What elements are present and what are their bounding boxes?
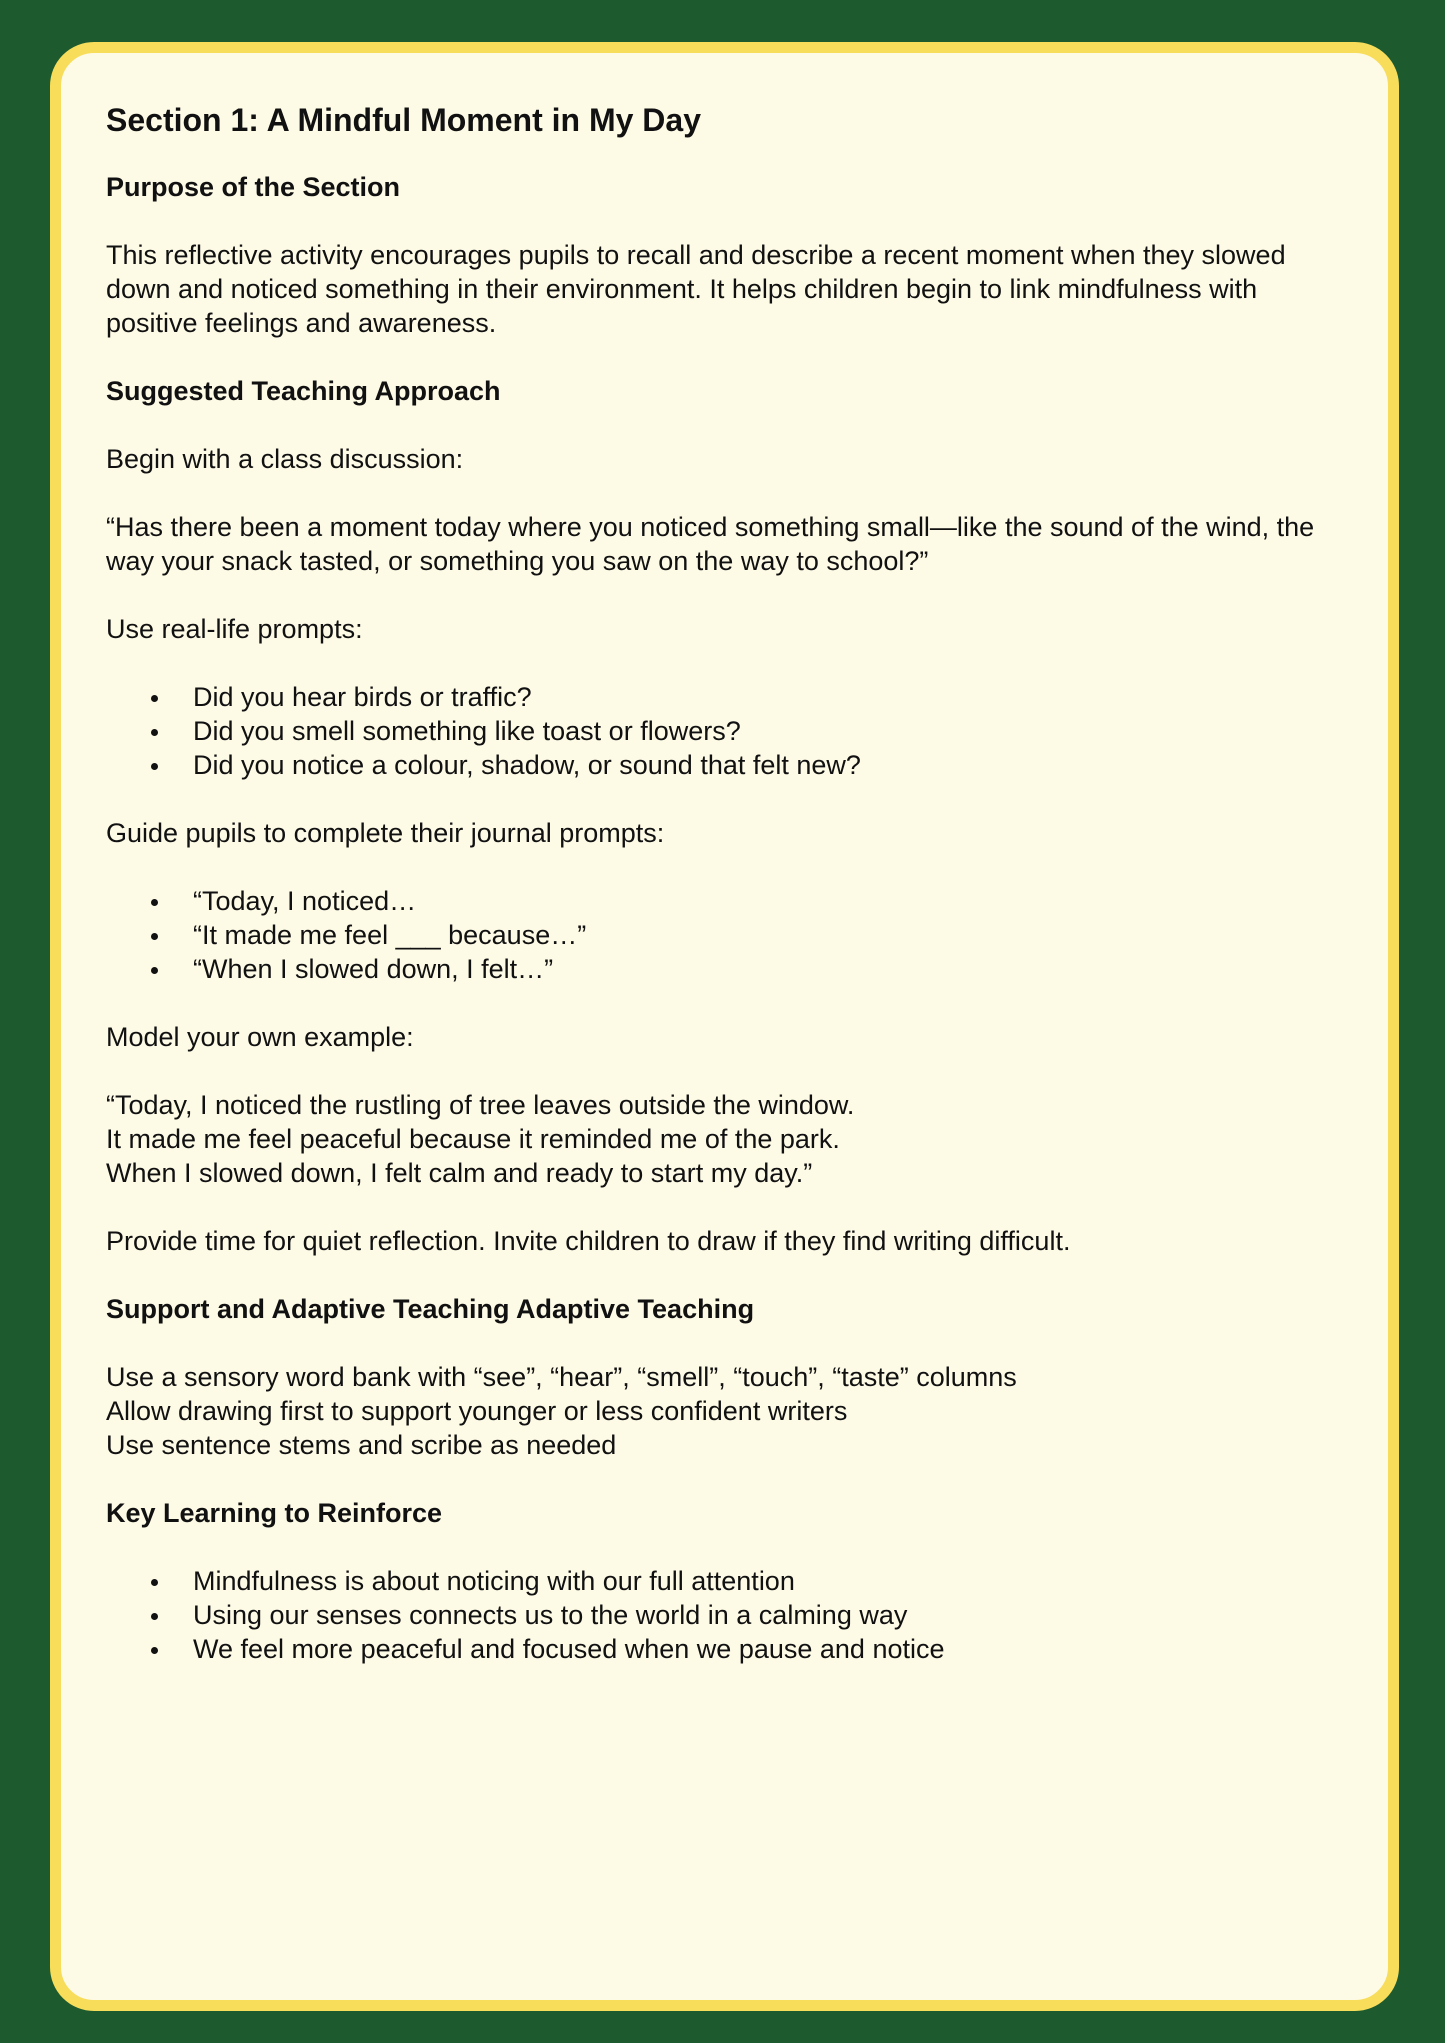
list-item-text: Did you hear birds or traffic? [193,682,532,712]
bullet-icon [151,967,158,974]
model-line: It made me feel peaceful because it reminded me of the park. [106,1124,840,1154]
approach-intro: Begin with a class discussion: [106,444,464,474]
key-learning-list [106,1564,1346,1666]
list-item-text: Did you smell something like toast or flowers? [193,716,741,746]
model-line: “Today, I noticed the rustling of tree leaves outside the window. [106,1090,855,1120]
list-item [106,748,1346,782]
page-title: Section 1: A Mindful Moment in My Day [106,102,701,138]
journal-prompts-list [106,884,1346,986]
list-item [106,918,1346,952]
bullet-icon [151,763,158,770]
support-line: Allow drawing first to support younger or less confident writers [106,1396,848,1426]
purpose-text: This reflective activity encourages pupils to recall and describe a recent moment when they slowed down and noticed something in their environment. It helps children begin to link mindfulness with positive feelings and awareness. [106,240,1286,338]
list-item [106,1564,1346,1598]
model-example [106,1088,1346,1190]
discussion-quote: “Has there been a moment today where you noticed something small—like the sound of the wind, the way your snack tasted, or something you saw on the way to school?” [106,512,1315,576]
model-line: When I slowed down, I felt calm and ready to start my day.” [106,1158,813,1188]
journal-intro: Guide pupils to complete their journal prompts: [106,818,665,848]
bullet-icon [151,695,158,702]
key-learning-heading: Key Learning to Reinforce [106,1498,443,1528]
support-line: Use a sensory word bank with “see”, “hear”, “smell”, “touch”, “taste” columns [106,1362,1017,1392]
support-heading: Support and Adaptive Teaching Adaptive Teaching [106,1294,755,1324]
list-item [106,714,1346,748]
approach-heading: Suggested Teaching Approach [106,376,501,406]
purpose-heading: Purpose of the Section [106,172,401,202]
list-item-text: Mindfulness is about noticing with our full attention [193,1566,795,1596]
list-item [106,1632,1346,1666]
bullet-icon [151,729,158,736]
prompts-intro: Use real-life prompts: [106,614,363,644]
document-content [106,100,1346,1700]
list-item [106,884,1346,918]
list-item-text: We feel more peaceful and focused when we pause and notice [193,1634,945,1664]
support-line: Use sentence stems and scribe as needed [106,1430,617,1460]
bullet-icon [151,933,158,940]
bullet-icon [151,899,158,906]
support-lines [106,1360,1346,1462]
list-item-text: Using our senses connects us to the world in a calming way [193,1600,908,1630]
list-item-text: “Today, I noticed… [193,886,417,916]
list-item-text: “It made me feel ___ because…” [193,920,587,950]
bullet-icon [151,1579,158,1586]
list-item [106,680,1346,714]
reflection-text: Provide time for quiet reflection. Invite children to draw if they find writing difficult. [106,1226,1071,1256]
real-life-prompts-list [106,680,1346,782]
bullet-icon [151,1613,158,1620]
bullet-icon [151,1647,158,1654]
list-item [106,952,1346,986]
model-intro: Model your own example: [106,1022,414,1052]
list-item [106,1598,1346,1632]
list-item-text: “When I slowed down, I felt…” [193,954,554,984]
list-item-text: Did you notice a colour, shadow, or sound that felt new? [193,750,861,780]
